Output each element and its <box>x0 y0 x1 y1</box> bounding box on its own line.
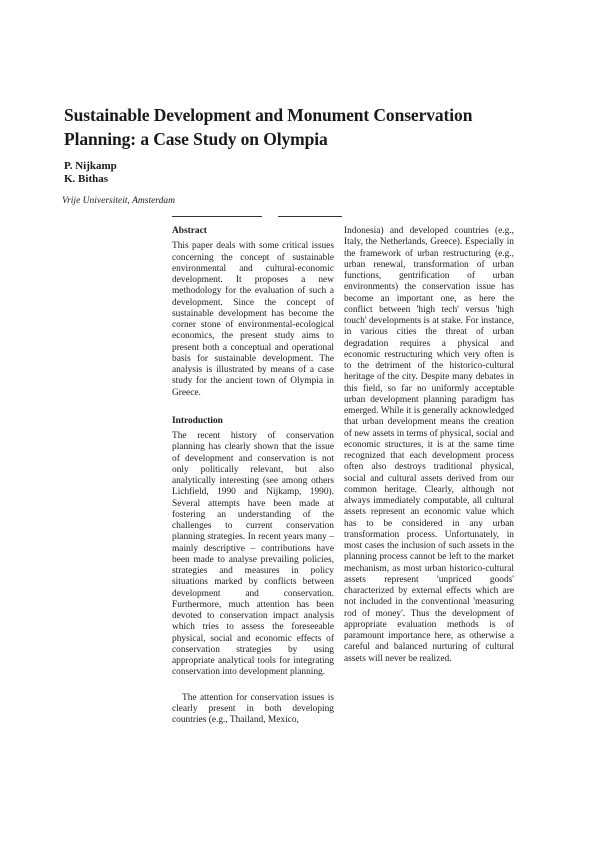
introduction-heading: Introduction <box>172 415 223 426</box>
abstract-heading: Abstract <box>172 226 207 236</box>
article-title: Sustainable Development and Monument Conservation Planning: a Case Study on Olympia <box>64 105 473 149</box>
author-2: K. Bithas <box>64 173 109 185</box>
abstract-text: This paper deals with some critical issues concerning the concept of sustainable environmental and cultural-economic development. It proposes a new methodology for the evaluation of such a development. Since the concept of sustainable development has become the corner stone of environmental-ecological economics, the present study aims to present both a conceptual and operational basis for sustainable development. The analysis is illustrated by means of a case study for the ancient town of Olympia in Greece. <box>172 241 334 398</box>
intro-paragraph-2: The attention for conservation issues is clearly present in both developing countries (e.g., Thailand, Mexico, <box>172 692 334 725</box>
left-column <box>172 226 334 726</box>
author-1: P. Nijkamp <box>64 160 117 172</box>
right-column-text: Indonesia) and developed countries (e.g., Italy, the Netherlands, Greece). Especially in the framework of urban restructuring (e.g., urban renewal, transformation of urban functions, gentrification of urban environments) the conservation issue has become an important one, as here the conflict between 'high tech' versus 'high touch' developments is at stake. For instance, in various cities the threat of urban degradation requires a physical and economic restructuring which very often is to the detriment of the historico-cultural heritage of the city. Despite many debates in this field, so far no uniformly acceptable urban development planning paradigm has emerged. While it is generally acknowledged that urban development means the creation of new assets in terms of physical, social and economic structures, it is at the same time recognized that each development process often also destroys traditional physical, social and cultural assets derived from our common heritage. Clearly, although not always immediately computable, all cultural assets represent an economic value which has to be considered in any urban transformation process. Unfortunately, in most cases the inclusion of such assets in the planning process cannot be left to the market mechanism, as most urban historico-cultural assets represent 'unpriced goods' characterized by external effects which are not included in the conventional 'measuring rod of money'. Thus the development of appropriate evaluation methods is of paramount importance here, as otherwise a careful and balanced nurturing of cultural assets will never be realized. <box>344 226 514 664</box>
divider-left <box>172 216 262 217</box>
right-column <box>344 226 514 665</box>
intro-paragraph-1: The recent history of conservation planning has clearly shown that the issue of development and conservation is not only politically relevant, but also analytically interesting (see among others Lichfield, 1990 and Nijkamp, 1990). Several attempts have been made at fostering an understanding of the challenges to current conservation planning strategies. In recent years many – mainly descriptive – contributions have been made to analyse prevailing policies, strategies and measures in policy situations marked by conflicts between development and conservation. Furthermore, much attention has been devoted to conservation impact analysis which tries to assess the foreseeable physical, social and economic effects of conservation strategies by using appropriate analytical tools for integrating conservation into development planning. <box>172 431 334 678</box>
divider-right <box>278 216 342 217</box>
affiliation: Vrije Universiteit, Amsterdam <box>62 196 176 206</box>
